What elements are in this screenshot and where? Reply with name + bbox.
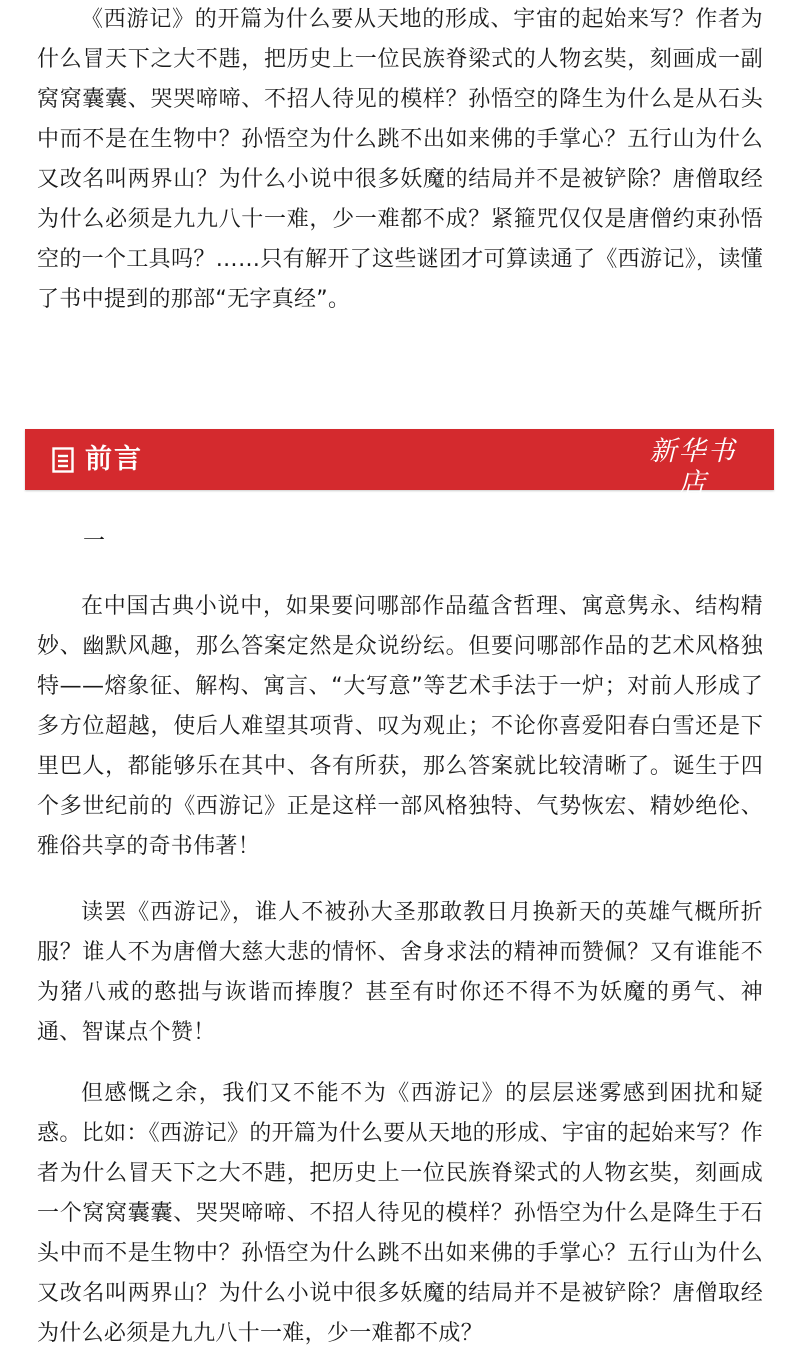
paragraph-1: 在中国古典小说中，如果要问哪部作品蕴含哲理、寓意隽永、结构精妙、幽默风趣，那么答案定然是众说纷纭。但要问哪部作品的艺术风格独特——熔象征、解构、寓言、“大写意”等艺术手法于一炉；对前人形成了多方位超越，使后人难望其项背、叹为观止；不论你喜爱阳春白雪还是下里巴人，都能够乐在其中、各有所获，那么答案就比较清晰了。诞生于四个多世纪前的《西游记》正是这样一部风格独特、气势恢宏、精妙绝伦、雅俗共享的奇书伟著！	[37, 594, 763, 859]
section-title: 前言	[85, 444, 143, 475]
logo-brand-text: 新华书店	[649, 436, 737, 499]
logo-sub-text: XINHUA BOOKSTORE	[644, 501, 742, 509]
section-header-banner	[25, 429, 774, 509]
xinhua-bookstore-logo	[638, 436, 748, 509]
section-number: 一	[83, 529, 106, 554]
paragraph-3: 但感慨之余，我们又不能不为《西游记》的层层迷雾感到困扰和疑惑。比如：《西游记》的开篇为什么要从天地的形成、宇宙的起始来写？作者为什么冒天下之大不韪，把历史上一位民族脊梁式的人物玄奘，刻画成一个窝窝囊囊、哭哭啼啼、不招人待见的模样？孙悟空为什么是降生于石头中而不是生物中？孙悟空为什么跳不出如来佛的手掌心？五行山为什么又改名叫两界山？为什么小说中很多妖魔的结局并不是被铲除？唐僧取经为什么必须是九九八十一难，少一难都不成？	[37, 1081, 763, 1346]
paragraph-2: 读罢《西游记》，谁人不被孙大圣那敢教日月换新天的英雄气概所折服？谁人不为唐僧大慈大悲的情怀、舍身求法的精神而赞佩？又有谁能不为猪八戒的憨拙与诙谐而捧腹？甚至有时你还不得不为妖魔的勇气、神通、智谋点个赞！	[37, 900, 763, 1045]
intro-paragraph: 《西游记》的开篇为什么要从天地的形成、宇宙的起始来写？作者为什么冒天下之大不韪，把历史上一位民族脊梁式的人物玄奘，刻画成一副窝窝囊囊、哭哭啼啼、不招人待见的模样？孙悟空的降生为什么是从石头中而不是在生物中？孙悟空为什么跳不出如来佛的手掌心？五行山为什么又改名叫两界山？为什么小说中很多妖魔的结局并不是被铲除？唐僧取经为什么必须是九九八十一难，少一难都不成？紧箍咒仅仅是唐僧约束孙悟空的一个工具吗？……只有解开了这些谜团才可算读通了《西游记》，读懂了书中提到的那部“无字真经”。	[37, 7, 763, 312]
book-icon	[52, 447, 74, 473]
